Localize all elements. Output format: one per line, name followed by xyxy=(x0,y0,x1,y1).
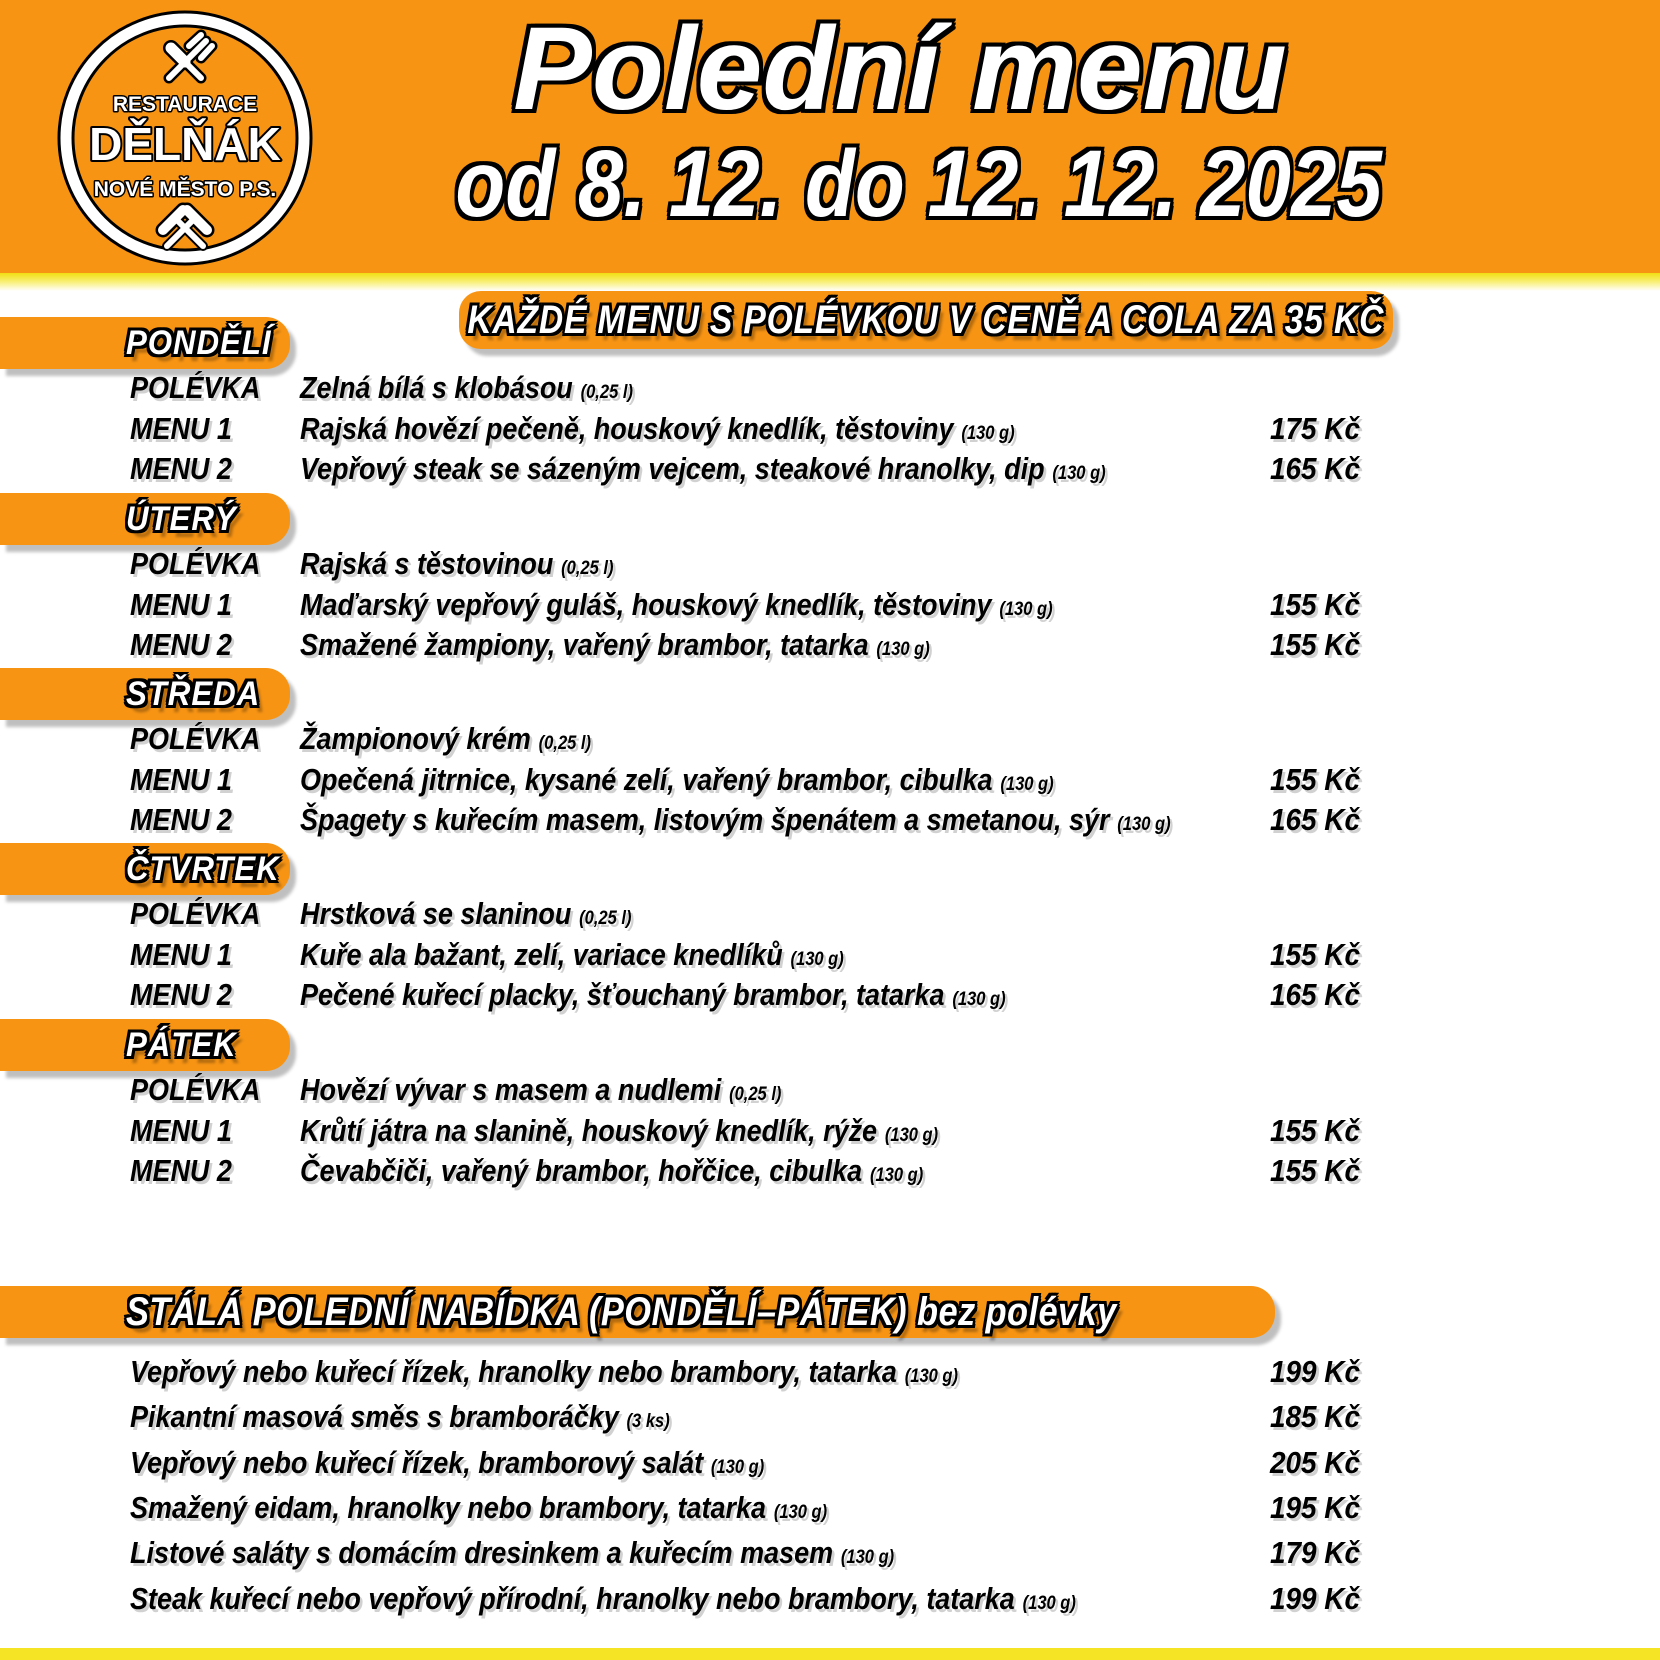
date-range: od 8. 12. do 12. 12. 2025 xyxy=(455,131,1382,237)
portion-text: (130 g) xyxy=(904,1366,959,1387)
dish-text: Rajská hovězí pečeně, houskový knedlík, těstoviny xyxy=(300,411,954,446)
restaurant-logo xyxy=(55,8,315,273)
menu-row xyxy=(0,1109,1660,1153)
dish-text: Krůtí játra na slanině, houskový knedlík, rýže xyxy=(300,1113,878,1148)
menu-row xyxy=(0,1068,1660,1112)
row-label: POLÉVKA xyxy=(130,370,261,405)
price-text: 165 Kč xyxy=(1270,977,1360,1012)
day-pill-ctvrtek xyxy=(0,843,290,895)
menu-row xyxy=(0,892,1660,936)
portion-text: (130 g) xyxy=(710,1457,765,1478)
dish-text: Maďarský vepřový guláš, houskový knedlík, těstoviny xyxy=(300,587,992,622)
dish-text: Pikantní masová směs s bramboráčky xyxy=(130,1399,619,1434)
price-text: 155 Kč xyxy=(1270,1153,1360,1188)
menu-row xyxy=(0,447,1660,491)
dish-text: Zelná bílá s klobásou xyxy=(300,370,573,405)
price-text: 179 Kč xyxy=(1270,1535,1360,1570)
row-label: MENU 1 xyxy=(130,1113,232,1148)
promo-banner-text: KAŽDÉ MENU S POLÉVKOU V CENĚ A COLA ZA 35 KČ xyxy=(467,297,1385,342)
logo-badge xyxy=(55,8,315,268)
day-pill-streda xyxy=(0,668,290,720)
day-pill-utery xyxy=(0,493,290,545)
standing-item xyxy=(0,1486,1660,1530)
portion-text: (130 g) xyxy=(952,989,1006,1010)
portion-text: (130 g) xyxy=(1117,814,1171,835)
standing-offer-bar xyxy=(0,1286,1275,1338)
row-label: MENU 2 xyxy=(130,451,232,486)
row-label: MENU 2 xyxy=(130,627,232,662)
dish-text: Hovězí vývar s masem a nudlemi xyxy=(300,1072,722,1107)
dish-text: Kuře ala bažant, zelí, variace knedlíků xyxy=(300,937,783,972)
price-text: 155 Kč xyxy=(1270,627,1360,662)
menu-row xyxy=(0,717,1660,761)
portion-text: (130 g) xyxy=(876,639,930,660)
menu-row xyxy=(0,623,1660,667)
portion-text: (0,25 l) xyxy=(729,1084,782,1105)
dish-text: Steak kuřecí nebo vepřový přírodní, hranolky nebo brambory, tatarka xyxy=(130,1581,1015,1616)
portion-text: (130 g) xyxy=(840,1547,895,1568)
standing-item xyxy=(0,1395,1660,1439)
price-text: 155 Kč xyxy=(1270,937,1360,972)
row-label: MENU 1 xyxy=(130,587,232,622)
menu-row xyxy=(0,407,1660,451)
price-text: 165 Kč xyxy=(1270,451,1360,486)
portion-text: (130 g) xyxy=(884,1125,939,1146)
standing-item xyxy=(0,1577,1660,1621)
price-text: 165 Kč xyxy=(1270,802,1360,837)
price-text: 155 Kč xyxy=(1270,1113,1360,1148)
page-title: Polední menu xyxy=(513,3,1287,135)
yellow-divider-stripe xyxy=(0,273,1660,293)
row-label: POLÉVKA xyxy=(130,546,261,581)
dish-text: Vepřový nebo kuřecí řízek, hranolky nebo brambory, tatarka xyxy=(130,1354,897,1389)
portion-text: (130 g) xyxy=(773,1502,828,1523)
dish-text: Rajská s těstovinou xyxy=(300,546,554,581)
dish-text: Žampionový krém xyxy=(300,721,531,756)
row-label: POLÉVKA xyxy=(130,1072,261,1107)
portion-text: (0,25 l) xyxy=(580,382,633,403)
logo-line2: DĚLŇÁK xyxy=(89,118,281,170)
dish-text: Listové saláty s domácím dresinkem a kuřecím masem xyxy=(130,1535,834,1570)
standing-item xyxy=(0,1350,1660,1394)
portion-text: (0,25 l) xyxy=(579,908,632,929)
row-label: POLÉVKA xyxy=(130,896,261,931)
dish-text: Vepřový steak se sázeným vejcem, steakové hranolky, dip xyxy=(300,451,1045,486)
row-label: MENU 2 xyxy=(130,977,232,1012)
row-label: MENU 2 xyxy=(130,1153,232,1188)
portion-text: (130 g) xyxy=(1022,1593,1076,1614)
menu-row xyxy=(0,1149,1660,1193)
dish-text: Čevabčiči, vařený brambor, hořčice, cibulka xyxy=(300,1153,863,1188)
price-text: 199 Kč xyxy=(1270,1354,1360,1389)
portion-text: (130 g) xyxy=(999,599,1053,620)
header-title-block xyxy=(380,3,1420,237)
standing-offer-title: STÁLÁ POLEDNÍ NABÍDKA (PONDĚLÍ–PÁTEK) bez polévky xyxy=(126,1289,1117,1334)
bottom-yellow-stripe xyxy=(0,1648,1660,1660)
logo-line3: NOVÉ MĚSTO P.S. xyxy=(93,178,277,201)
dish-text: Opečená jitrnice, kysané zelí, vařený brambor, cibulka xyxy=(300,762,993,797)
row-label: POLÉVKA xyxy=(130,721,261,756)
row-label: MENU 1 xyxy=(130,937,232,972)
portion-text: (3 ks) xyxy=(626,1411,670,1432)
day-pill-pondeli xyxy=(0,317,290,369)
price-text: 205 Kč xyxy=(1270,1445,1360,1480)
dish-text: Vepřový nebo kuřecí řízek, bramborový salát xyxy=(130,1445,704,1480)
price-text: 199 Kč xyxy=(1270,1581,1360,1616)
price-text: 175 Kč xyxy=(1270,411,1360,446)
price-text: 195 Kč xyxy=(1270,1490,1360,1525)
row-label: MENU 1 xyxy=(130,762,232,797)
portion-text: (130 g) xyxy=(869,1165,924,1186)
day-pill-label: ČTVRTEK xyxy=(126,849,280,888)
day-pill-label: PONDĚLÍ xyxy=(126,323,272,362)
day-pill-label: ÚTERÝ xyxy=(126,499,237,538)
menu-row xyxy=(0,758,1660,802)
price-text: 155 Kč xyxy=(1270,762,1360,797)
menu-row xyxy=(0,583,1660,627)
portion-text: (0,25 l) xyxy=(538,733,592,754)
portion-text: (130 g) xyxy=(790,949,844,970)
portion-text: (130 g) xyxy=(1000,774,1054,795)
price-text: 155 Kč xyxy=(1270,587,1360,622)
dish-text: Špagety s kuřecím masem, listovým špenátem a smetanou, sýr xyxy=(300,802,1110,837)
menu-row xyxy=(0,933,1660,977)
portion-text: (130 g) xyxy=(1052,463,1106,484)
row-label: MENU 1 xyxy=(130,411,232,446)
menu-row xyxy=(0,973,1660,1017)
dish-text: Pečené kuřecí placky, šťouchaný brambor, tatarka xyxy=(300,977,945,1012)
row-label: MENU 2 xyxy=(130,802,232,837)
day-pill-label: STŘEDA xyxy=(126,674,261,713)
portion-text: (130 g) xyxy=(961,423,1015,444)
promo-banner xyxy=(459,291,1393,349)
menu-row xyxy=(0,542,1660,586)
standing-item xyxy=(0,1531,1660,1575)
day-pill-label: PÁTEK xyxy=(126,1025,237,1064)
dish-text: Smažený eidam, hranolky nebo brambory, tatarka xyxy=(130,1490,767,1525)
standing-item xyxy=(0,1441,1660,1485)
menu-row xyxy=(0,798,1660,842)
price-text: 185 Kč xyxy=(1270,1399,1360,1434)
logo-line1: RESTAURACE xyxy=(112,93,258,116)
portion-text: (0,25 l) xyxy=(561,558,614,579)
dish-text: Hrstková se slaninou xyxy=(300,896,572,931)
menu-row xyxy=(0,366,1660,410)
day-pill-patek xyxy=(0,1019,290,1071)
dish-text: Smažené žampiony, vařený brambor, tatarka xyxy=(300,627,869,662)
